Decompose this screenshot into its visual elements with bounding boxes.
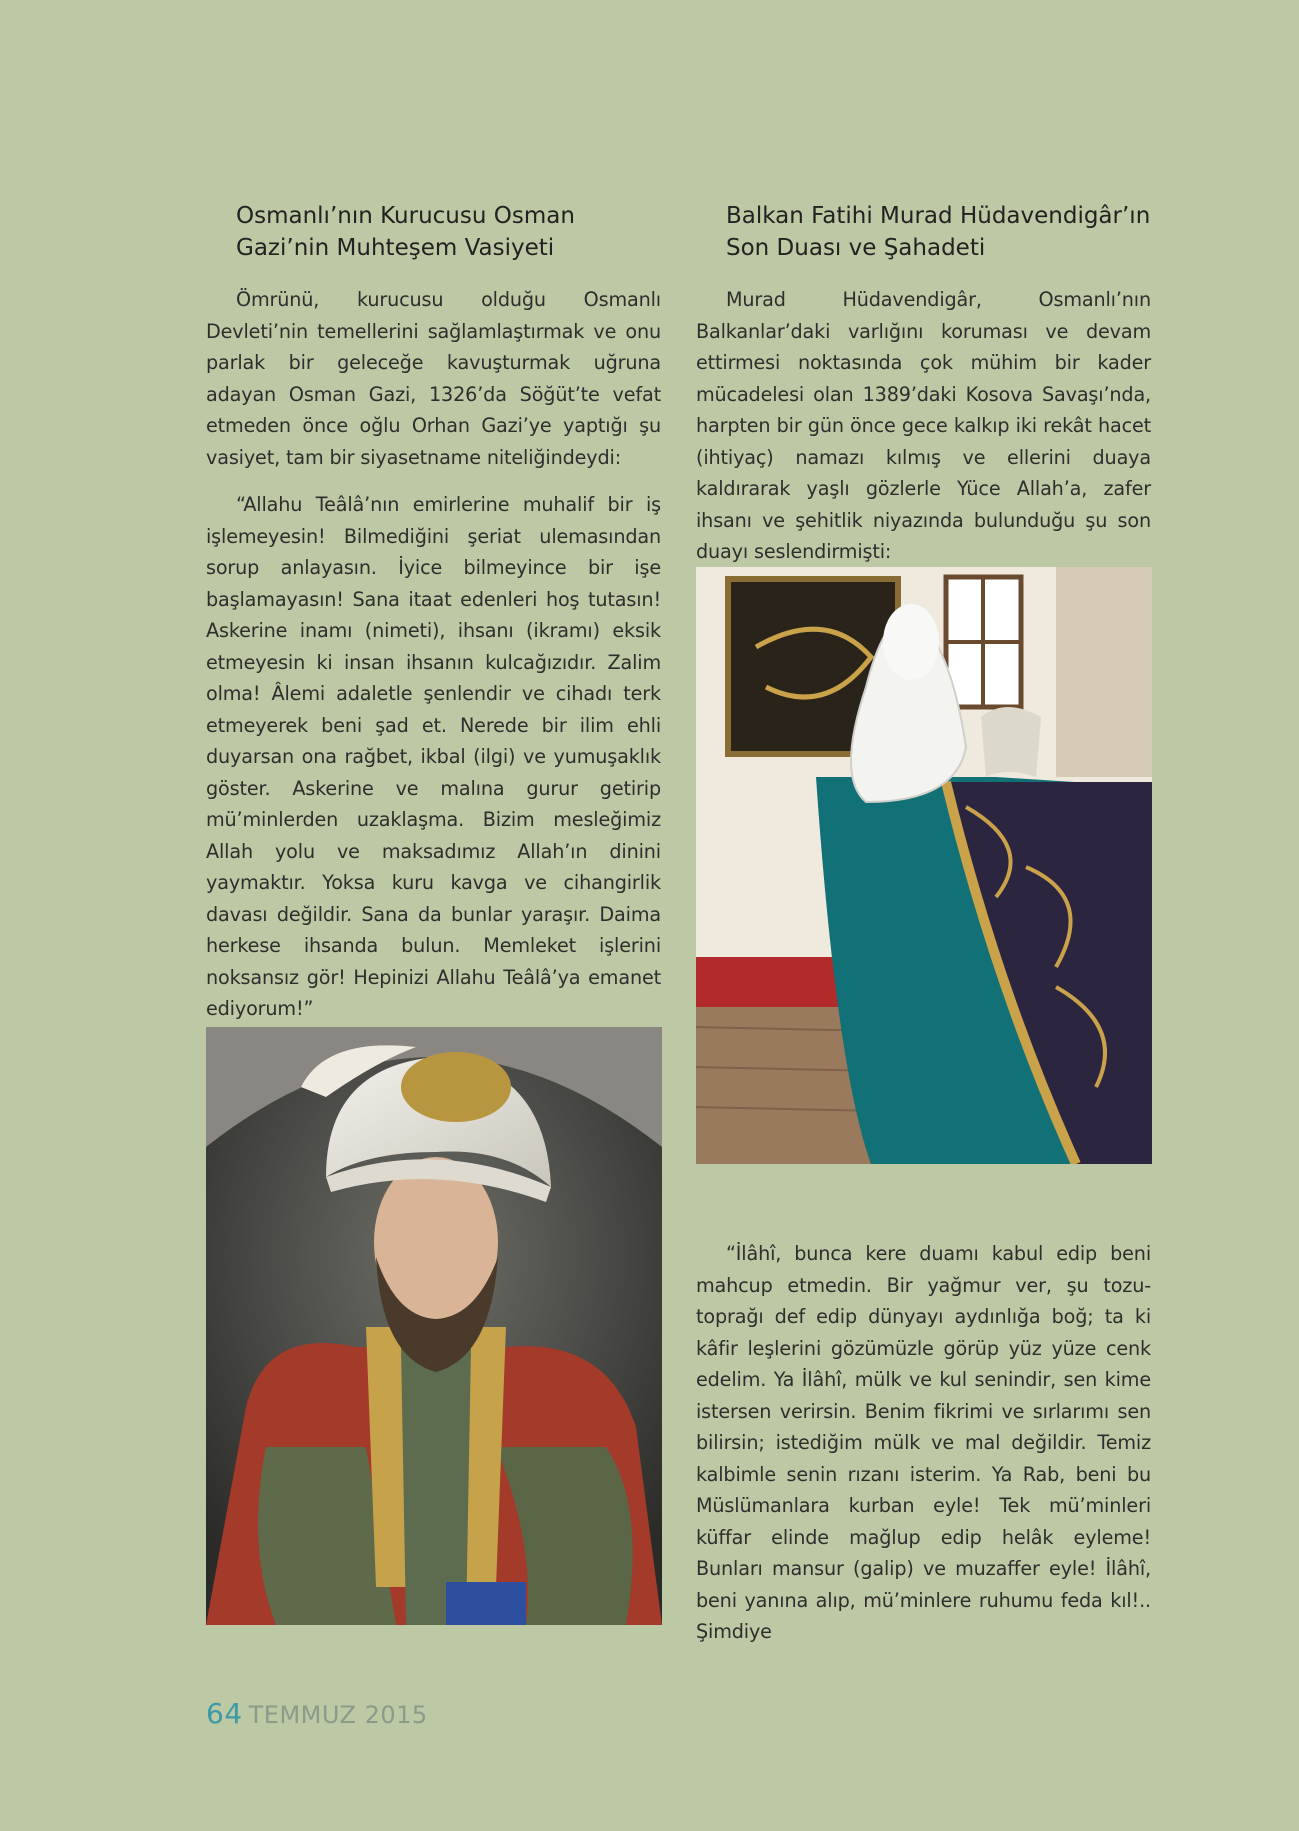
- osman-gazi-portrait-image: [206, 1027, 662, 1625]
- left-heading: [236, 200, 661, 264]
- left-paragraph-intro: Ömrünü, kurucusu olduğu Osmanlı Devleti’nin temellerini sağlamlaştırmak ve onu parlak bir geleceğe kavuşturmak uğruna adayan Osman Gazi, 1326’da Söğüt’te vefat etmeden önce oğlu Orhan Gazi’ye yaptığı şu vasiyet, tam bir siyasetname niteliğindeydi:: [206, 288, 661, 469]
- left-heading-line1: Osmanlı’nın Kurucusu Osman: [236, 203, 575, 229]
- right-heading: [726, 200, 1151, 264]
- right-heading-line2: Son Duası ve Şahadeti: [726, 235, 986, 261]
- right-heading-line1: Balkan Fatihi Murad Hüdavendigâr’ın: [726, 203, 1151, 229]
- left-column: [206, 200, 661, 1041]
- murad-tomb-image: [696, 567, 1152, 1164]
- page-footer: [206, 1697, 428, 1730]
- issue-date: TEMMUZ 2015: [248, 1701, 428, 1729]
- page-number: 64: [206, 1697, 243, 1730]
- left-heading-line2: Gazi’nin Muhteşem Vasiyeti: [236, 235, 555, 261]
- right-column-continued: [696, 1238, 1151, 1664]
- right-column: [696, 200, 1151, 584]
- left-paragraph-quote: “Allahu Teâlâ’nın emirlerine muhalif bir iş işlemeyesin! Bilmediğini şeriat ulemasından sorup anlayasın. İyice bilmeyince bir işe başlamayasın! Sana itaat edenleri hoş tutasın! Askerine inamı (nimeti), ihsanı (ikramı) eksik etmeyesin ki insan ihsanın kulcağızıdır. Zalim olma! Âlemi adaletle şenlendir ve cihadı terk etmeyerek beni şad et. Nerede bir ilim ehli duyarsan ona rağbet, ikbal (ilgi) ve yumuşaklık göster. Askerine ve malına gurur getirip mü’minlerden uzaklaşma. Bizim mesleğimiz Allah yolu ve maksadımız Allah’ın dinini yaymaktır. Yoksa kuru kavga ve cihangirlik davası değildir. Sana da bunlar yaraşır. Daima herkese ihsanda bulun. Memleket işlerini noksansız gör! Hepinizi Allahu Teâlâ’ya emanet ediyorum!”: [206, 493, 661, 1020]
- right-paragraph-intro: Murad Hüdavendigâr, Osmanlı’nın Balkanlar’daki varlığını koruması ve devam ettirmesi noktasında çok mühim bir kader mücadelesi olan 1389’daki Kosova Savaşı’nda, harpten bir gün önce gece kalkıp iki rekât hacet (ihtiyaç) namazı kılmış ve ellerini duaya kaldırarak yaşlı gözlerle Yüce Allah’a, zafer ihsanı ve şehitlik niyazında bulunduğu şu son duayı seslendirmişti:: [696, 288, 1151, 563]
- right-paragraph-prayer: “İlâhî, bunca kere duamı kabul edip beni mahcup etmedin. Bir yağmur ver, şu tozu-toprağı def edip dünyayı aydınlığa boğ; ta ki kâfir leşlerini gözümüzle görüp yüz yüze cenk edelim. Ya İlâhî, mülk ve kul senindir, sen kime istersen verirsin. Benim fikrimi ve sırlarımı sen bilirsin; istediğim mülk ve mal değildir. Temiz kalbimle senin rızanı isterim. Ya Rab, beni bu Müslümanlara kurban eyle! Tek mü’minleri küffar elinde mağlup edip helâk eyleme! Bunları mansur (galip) ve muzaffer eyle! İlâhî, beni yanına alıp, mü’minlere ruhumu feda kıl!.. Şimdiye: [696, 1242, 1151, 1643]
